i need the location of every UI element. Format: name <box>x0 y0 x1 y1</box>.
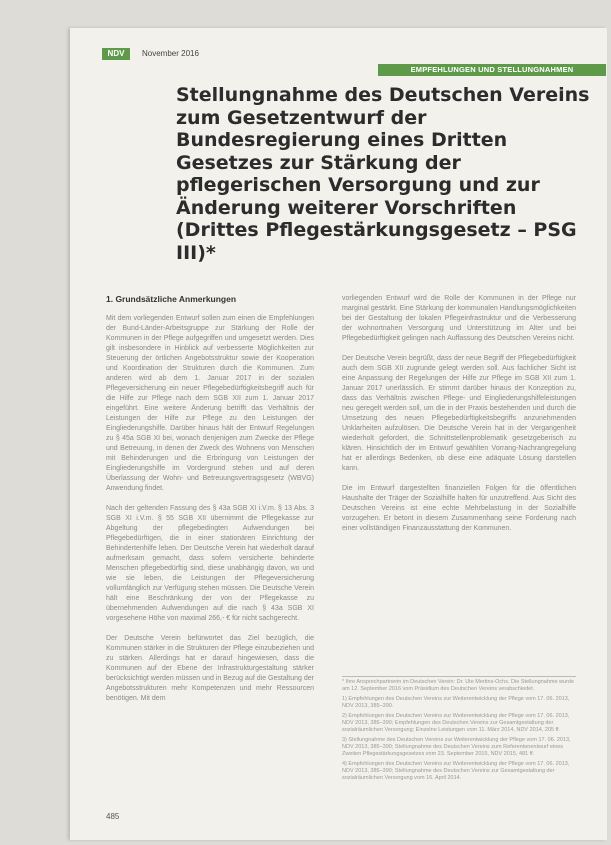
paragraph: Der Deutsche Verein befürwortet das Ziel bezüglich, die Kommunen stärker in die Strukturen der Pflege einzubeziehen und zu stärken. Allerdings hat er darauf hingewiesen, dass die Kommunen auf der Ebene der Infrastrukturgestaltung stärker berücksichtigt werden müssen und in Bezug auf die Gestaltung der Angebotsstrukturen mehr Kompetenzen und mehr Ressourcen benötigen. Mit dem <box>106 635 314 702</box>
section-heading: 1. Grundsätzliche Anmerkungen <box>106 294 237 304</box>
section-banner: EMPFEHLUNGEN UND STELLUNGNAHMEN <box>378 64 606 76</box>
paragraph: Der Deutsche Verein begrüßt, dass der neue Begriff der Pflegebedürftigkeit auch dem SGB XII zugrunde gelegt werden soll. Aus fachlicher Sicht ist eine Anpassung der Regelungen der Hilfe zur Pflege im SGB XII zum 1. Januar 2017 unerlässlich. Er stimmt darüber hinaus der Konzeption zu, dass das Verhältnis zwischen Pflege- und Eingliederungshilfeleistungen neu geregelt werden soll, um die in der Praxis bestehenden und durch die Umsetzung des neuen Pflegebedürftigkeitsbegriffs anzunehmenden Unklarheiten aufzulösen. Die Deutsche Verein hat in der Vergangenheit wiederholt gefordert, die Schnittstellenproblematik gesetzgeberisch zu klären. Hinsichtlich der im Entwurf gewählten Vorrang-Nachrangregelung hat er allerdings Bedenken, ob diese eine adäquate Lösung darstellen kann. <box>342 355 576 472</box>
footnote: 4) Empfehlungen des Deutschen Vereins zur Weiterentwicklung der Pflege vom 17. 06. 2013, NDV 2013, 385–390; Stellungnahme des Deutschen Vereins zur Gesamtgestaltung der sozialräumlichen Versorgung vom 16. April 2014. <box>342 761 570 781</box>
paragraph: Die im Entwurf dargestellten finanziellen Folgen für die öffentlichen Haushalte der Träger der Sozialhilfe halten für unzutreffend. Aus Sicht des Deutschen Vereins ist eine echte Mehrbelastung in der Sozialhilfe vorzugehen. Er betont in diesem Zusammenhang seine Forderung nach einer vollständigen Finanzausstattung der Kommunen. <box>342 485 576 532</box>
footnote: 2) Empfehlungen des Deutschen Vereins zur Weiterentwicklung der Pflege vom 17. 06. 2013, NDV 2013, 385–390; Empfehlungen des Deutschen Vereins zur Gesamtgestaltung der sozialräumlichen Versorgung; Einzelne Leistungen vom 11. März 2014, NDV 2014, 205 ff. <box>342 713 570 733</box>
journal-badge: NDV <box>102 48 130 60</box>
issue-date: November 2016 <box>142 49 199 58</box>
right-column <box>342 294 576 544</box>
paragraph: vorliegenden Entwurf wird die Rolle der Kommunen in der Pflege nur marginal gestärkt. Eine Stärkung der kommunalen Handlungsmöglichkeiten bei der Gestaltung der lokalen Pflegeinfrastruktur und die Verbesserung der wohnortnahen Versorgung und Unterstützung im Alter und bei Pflegebedürftigkeit gelingen nach Auffassung des Deutschen Vereins nicht. <box>342 295 576 342</box>
page-number: 485 <box>106 812 120 821</box>
paragraph: Mit dem vorliegenden Entwurf sollen zum einen die Empfehlungen der Bund-Länder-Arbeitsgruppe zur Stärkung der Rolle der Kommunen in der Pflege aufgegriffen und umgesetzt werden. Dies gilt insbesondere in Hinblick auf verbesserte Möglichkeiten zur Steuerung der örtlichen Angebotsstruktur sowie der Kooperation und Koordination der Strukturen durch die Kommunen. Zum anderen wird ab dem 1. Januar 2017 in der sozialen Pflegeversicherung ein neuer Pflegebedürftigkeitsbegriff auch für die Hilfe zur Pflege nach dem SGB XII zum 1. Januar 2017 eingeführt. Eine weitere Änderung betrifft das Verhältnis der Leistungen der Hilfe zur Pflege zu den Leistungen der Eingliederungshilfe. Darüber hinaus hält der Entwurf Regelungen zu § 45a SGB XI bei, wonach denjenigen zum Zwecke der Pflege und Betreuung, in denen der Zweck des Wohnens von Menschen mit Behinderungen und die Erbringung von Leistungen der Eingliederungshilfe im Vordergrund stehen und auf deren Überlassung der Wohn- und Betreuungsvertragsgesetz (WBVG) Anwendung findet. <box>106 315 314 492</box>
footnotes <box>342 676 576 785</box>
journal-page <box>70 28 607 840</box>
footnote: 1) Empfehlungen des Deutschen Vereins zur Weiterentwicklung der Pflege vom 17. 06. 2013, NDV 2013, 385–390. <box>342 696 570 709</box>
paragraph: Nach der geltenden Fassung des § 43a SGB XI i.V.m. § 13 Abs. 3 SGB XI i.V.m. § 55 SGB XII übernimmt die Pflegekasse zur Abgeltung der pflegebedingten Aufwendungen bei Pflegebedürftigen, die in einer stationären Einrichtung der Behindertenhilfe leben. Der Deutsche Verein hat wiederholt darauf aufmerksam gemacht, dass sofern versicherte behinderte Menschen pflegebedürftig sind, diese unabhängig davon, wo und wie sie leben, die Leistungen der Pflegeversicherung vollumfänglich zur Verfügung stehen müssen. Die Deutsche Verein hält eine Beschränkung der von der Pflegekasse zu übernehmenden Aufwendungen auf die nach § 43a SGB XI vorgesehene Höhe von maximal 266,- € für nicht sachgerecht. <box>106 505 314 622</box>
left-column <box>106 294 314 714</box>
footnote: * Ihre Ansprechpartnerin im Deutschen Verein: Dr. Ute Mertins-Ochs. Die Stellungnahme wurde am 12. September 2016 vom Präsidium des Deutschen Vereins verabschiedet. <box>342 679 575 692</box>
footnote: 3) Stellungnahme des Deutschen Vereins zur Weiterentwicklung der Pflege vom 17. 06. 2013, NDV 2013, 385–390; Stellungnahme des Deutschen Vereins zum Referentenentwurf eines Zweiten Pflegestärkungsgesetzes vom 23. September 2015, NDV 2015, 481 ff. <box>342 737 571 757</box>
article-title: Stellungnahme des Deutschen Vereins zum Gesetzentwurf der Bundesregierung eines Dritten Gesetzes zur Stärkung der pflegerischen Versorgung und zur Änderung weiterer Vorschriften (Drittes Pflegestärkungsgesetz – PSG III)* <box>176 84 590 264</box>
